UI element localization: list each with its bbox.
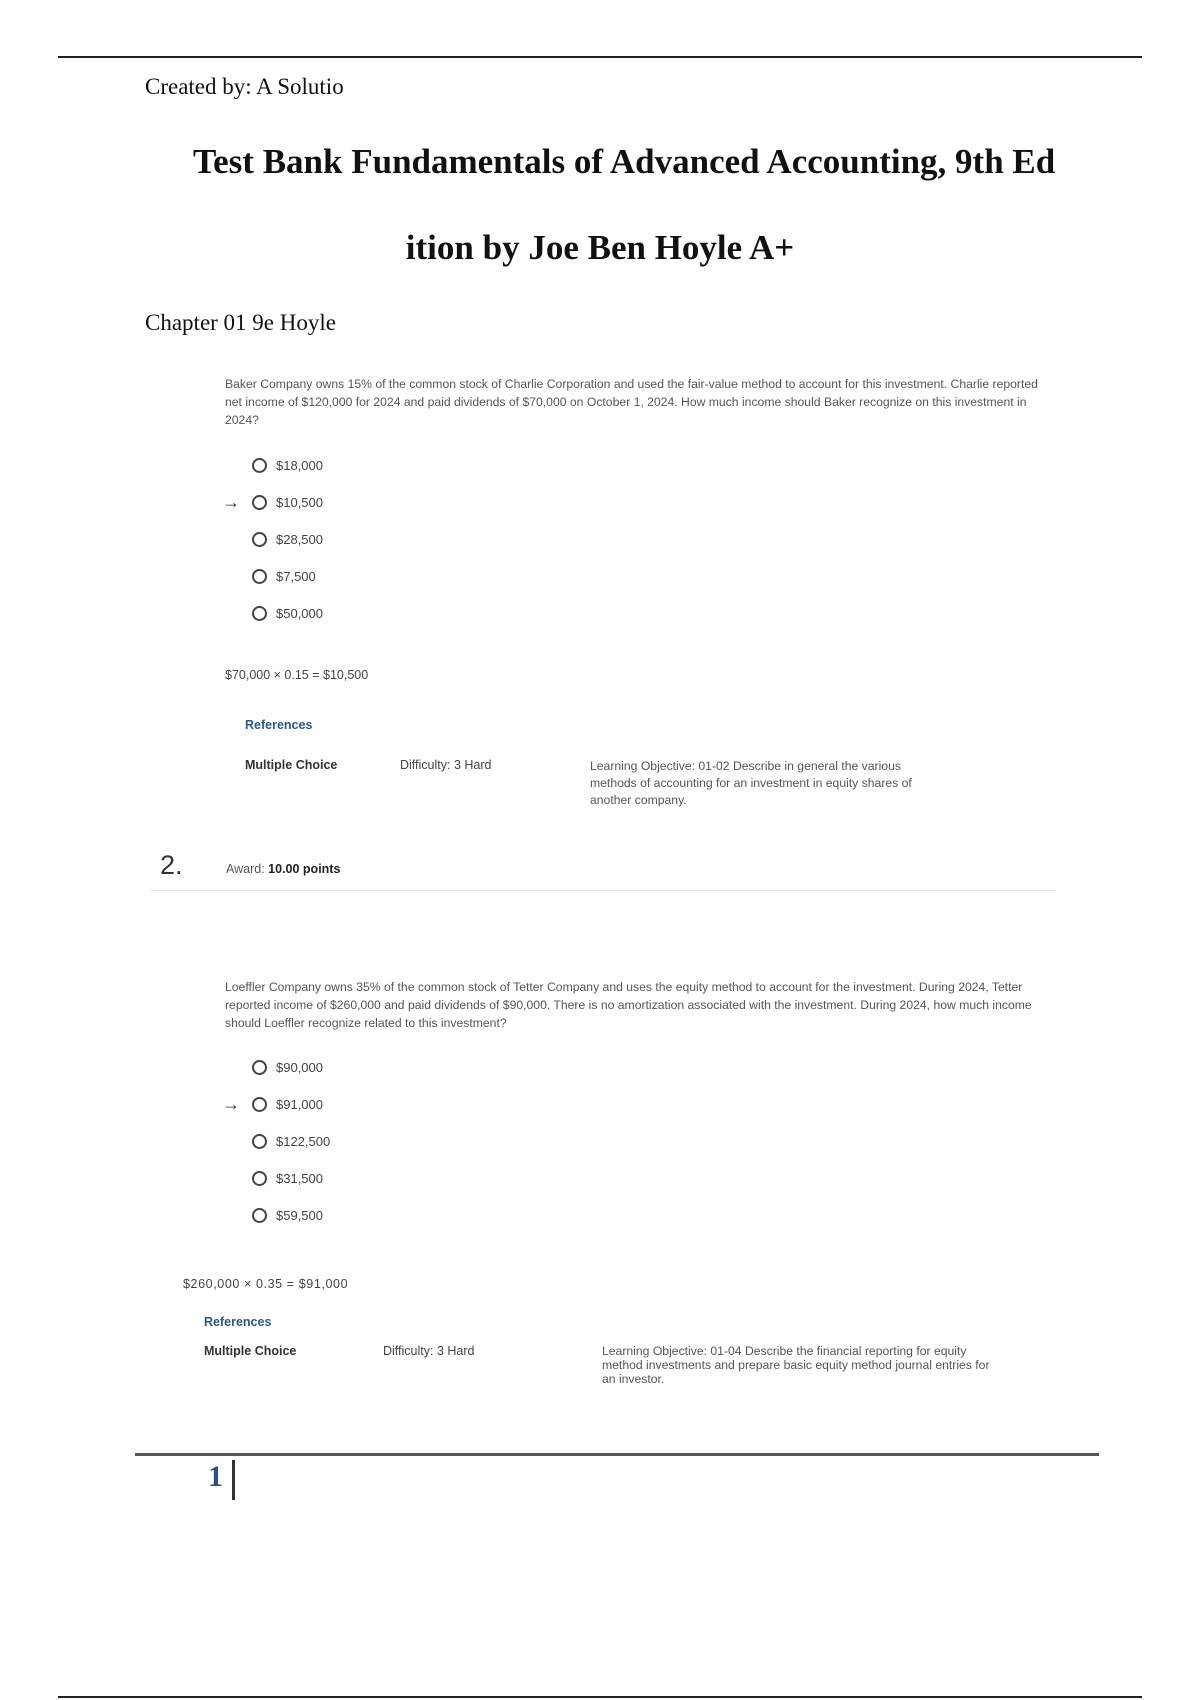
answer-option[interactable]: $18,000	[252, 447, 323, 484]
question-2-references: References	[204, 1315, 272, 1329]
radio-icon[interactable]	[252, 1208, 267, 1223]
footer-rule	[135, 1453, 1099, 1456]
document-title-line2: ition by Joe Ben Hoyle A+	[405, 228, 795, 267]
question-1-references: References	[245, 718, 313, 732]
question-2-options	[222, 1049, 331, 1234]
top-rule	[58, 56, 1142, 58]
page-number: 1	[208, 1460, 223, 1493]
question-2-award: Award: 10.00 points	[226, 862, 341, 876]
radio-icon[interactable]	[252, 458, 267, 473]
radio-icon[interactable]	[252, 1134, 267, 1149]
question-1-text: Baker Company owns 15% of the common stock of Charlie Corporation and used the fair-value method to account for this investment. Charlie reported net income of $120,000 for 2024 and paid dividends of $70,000 on October 1, 2024. How much income should Baker recognize on this investment in 2024?	[225, 377, 1038, 427]
answer-option[interactable]: $50,000	[252, 595, 323, 632]
answer-option[interactable]: $7,500	[252, 558, 323, 595]
radio-icon[interactable]	[252, 1060, 267, 1075]
page-number-bar	[232, 1460, 235, 1500]
question-1-difficulty: Difficulty: 3 Hard	[400, 758, 492, 772]
bottom-rule	[58, 1696, 1142, 1698]
chapter-heading: Chapter 01 9e Hoyle	[145, 310, 336, 335]
document-title-line1: Test Bank Fundamentals of Advanced Accounting, 9th Ed	[193, 142, 1056, 181]
question-2-learning-objective: Learning Objective: 01-04 Describe the financial reporting for equity method investments and prepare basic equity method journal entries for an investor.	[602, 1344, 990, 1386]
created-by: Created by: A Solutio	[145, 74, 344, 99]
answer-option[interactable]: $31,500	[252, 1160, 330, 1197]
radio-icon[interactable]	[252, 569, 267, 584]
radio-icon[interactable]	[252, 606, 267, 621]
question-2-type: Multiple Choice	[204, 1344, 297, 1358]
arrow-right-icon: →	[222, 1094, 240, 1114]
radio-icon[interactable]	[252, 1171, 267, 1186]
divider	[150, 890, 1055, 891]
answer-option[interactable]: $28,500	[252, 521, 323, 558]
radio-icon[interactable]	[252, 495, 267, 510]
question-2-calculation: $260,000 × 0.35 = $91,000	[183, 1277, 349, 1291]
radio-icon[interactable]	[252, 532, 267, 547]
question-2-difficulty: Difficulty: 3 Hard	[383, 1344, 475, 1358]
answer-option[interactable]: $90,000	[252, 1049, 330, 1086]
question-2-number: 2.	[160, 850, 183, 880]
arrow-right-icon: →	[222, 492, 240, 512]
radio-icon[interactable]	[252, 1097, 267, 1112]
answer-option[interactable]: → $10,500	[222, 492, 323, 512]
answer-option[interactable]: $122,500	[252, 1123, 330, 1160]
question-2-text: Loeffler Company owns 35% of the common stock of Tetter Company and uses the equity method to account for the investment. During 2024, Tetter reported income of $260,000 and paid dividends of $90,000. There is no amortization associated with the investment. During 2024, how much income should Loeffler recognize related to this investment?	[225, 980, 1032, 1030]
question-1-calculation: $70,000 × 0.15 = $10,500	[225, 668, 369, 682]
answer-option[interactable]: $59,500	[252, 1197, 330, 1234]
question-1-options	[222, 447, 323, 632]
answer-option[interactable]: → $91,000	[222, 1094, 323, 1114]
question-1-learning-objective: Learning Objective: 01-02 Describe in general the various methods of accounting for an investment in equity shares of another company.	[590, 759, 912, 807]
question-1-type: Multiple Choice	[245, 758, 338, 772]
